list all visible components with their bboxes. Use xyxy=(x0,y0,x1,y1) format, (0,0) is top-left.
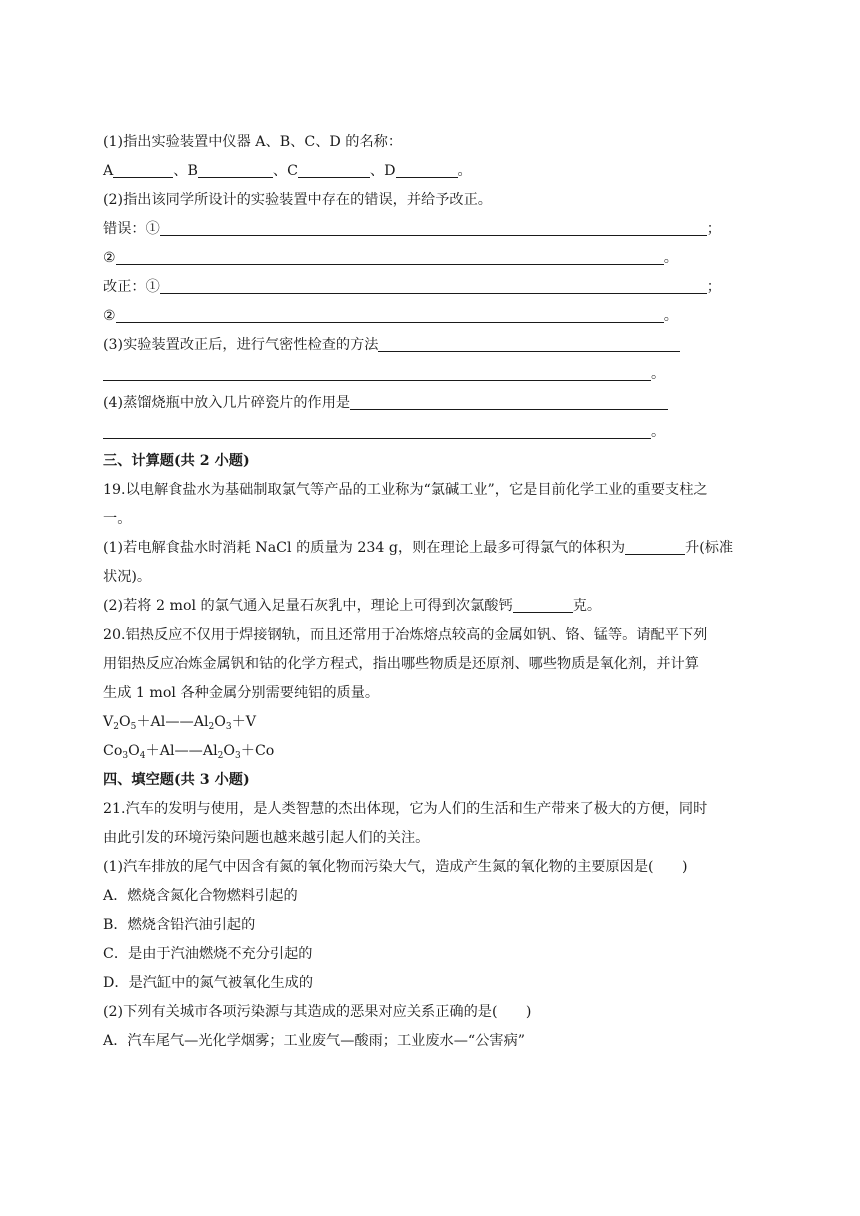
q18-part4-prompt: (4)蒸馏烧瓶中放入几片碎瓷片的作用是 xyxy=(103,393,668,413)
q18-error-2: ② 。 xyxy=(103,250,678,266)
q18-fix-2: ② 。 xyxy=(103,308,678,324)
q20-stem-line3: 生成 1 mol 各种金属分别需要纯铝的质量。 xyxy=(103,685,380,701)
q19-part1: (1)若电解食盐水时消耗 NaCl 的质量为 234 g，则在理论上最多可得氯气的体积为 升(标准 xyxy=(103,540,734,556)
answer-blank-b[interactable] xyxy=(198,162,273,178)
answer-blank-error-2[interactable] xyxy=(116,249,664,265)
answer-blank-p3-line2[interactable] xyxy=(103,365,651,381)
answer-blank-d[interactable] xyxy=(396,162,458,178)
q20-stem-line2: 用铝热反应冶炼金属钒和钴的化学方程式，指出哪些物质是还原剂、哪些物质是氧化剂，并计算 xyxy=(103,656,699,672)
answer-blank-q19-2[interactable] xyxy=(513,597,573,613)
q21-part1-prompt: (1)汽车排放的尾气中因含有氮的氧化物而污染大气，造成产生氮的氧化物的主要原因是( ) xyxy=(103,859,688,875)
answer-blank-p4-line1[interactable] xyxy=(350,394,668,410)
answer-blank-a[interactable] xyxy=(113,162,173,178)
q19-part2: (2)若将 2 mol 的氯气通入足量石灰乳中，理论上可得到次氯酸钙 克。 xyxy=(103,598,602,614)
q21-option-c[interactable]: C．是由于汽油燃烧不充分引起的 xyxy=(103,946,313,962)
answer-blank-p3-line1[interactable] xyxy=(378,336,680,352)
q21-stem-line2: 由此引发的环境污染问题也越来越引起人们的关注。 xyxy=(103,830,430,846)
answer-blank-fix-1[interactable] xyxy=(160,278,707,294)
q21-stem-line1: 21.汽车的发明与使用，是人类智慧的杰出体现，它为人们的生活和生产带来了极大的方便，同时 xyxy=(103,801,708,817)
q19-stem-line2: 一。 xyxy=(103,511,132,527)
q18-fix-1: 改正：① ； xyxy=(103,279,721,295)
q18-part3-prompt: (3)实验装置改正后，进行气密性检查的方法 xyxy=(103,335,680,355)
section-4-title: 四、填空题(共 3 小题) xyxy=(103,772,250,788)
q21-part2-option-a[interactable]: A．汽车尾气—光化学烟雾；工业废气—酸雨；工业废水—“公害病” xyxy=(103,1033,526,1049)
q18-part4-line2: 。 xyxy=(103,422,665,442)
answer-blank-q19-1[interactable] xyxy=(625,539,685,555)
q20-stem-line1: 20.铝热反应不仅用于焊接钢轨，而且还常用于冶炼熔点较高的金属如钒、铬、锰等。请配平下列 xyxy=(103,627,708,643)
q18-part1-prompt: (1)指出实验装置中仪器 A、B、C、D 的名称： xyxy=(103,134,403,150)
q18-part3-line2: 。 xyxy=(103,364,665,384)
section-3-title: 三、计算题(共 2 小题) xyxy=(103,453,250,469)
answer-blank-fix-2[interactable] xyxy=(116,307,664,323)
q19-part1-cont: 状况)。 xyxy=(103,569,152,585)
q18-part1-blanks: A 、B 、C 、D 。 xyxy=(103,163,472,179)
q18-error-1: 错误：① ； xyxy=(103,221,721,237)
answer-blank-error-1[interactable] xyxy=(160,220,707,236)
equation-cobalt: $Co_3O_4+Al——Al_2O_3+Co$ xyxy=(103,743,275,761)
q21-option-d[interactable]: D．是汽缸中的氮气被氧化生成的 xyxy=(103,975,314,991)
q19-stem-line1: 19.以电解食盐水为基础制取氯气等产品的工业称为“氯碱工业”，它是目前化学工业的重要支柱之 xyxy=(103,482,708,498)
equation-vanadium: $V_2O_5+Al——Al_2O_3+V$ xyxy=(103,714,257,732)
q21-option-a[interactable]: A．燃烧含氮化合物燃料引起的 xyxy=(103,888,298,904)
q21-option-b[interactable]: B．燃烧含铅汽油引起的 xyxy=(103,917,256,933)
q18-part2-prompt: (2)指出该同学所设计的实验装置中存在的错误，并给予改正。 xyxy=(103,192,492,208)
q21-part2-prompt: (2)下列有关城市各项污染源与其造成的恶果对应关系正确的是( ) xyxy=(103,1004,532,1020)
answer-blank-c[interactable] xyxy=(298,162,370,178)
answer-blank-p4-line2[interactable] xyxy=(103,423,651,439)
